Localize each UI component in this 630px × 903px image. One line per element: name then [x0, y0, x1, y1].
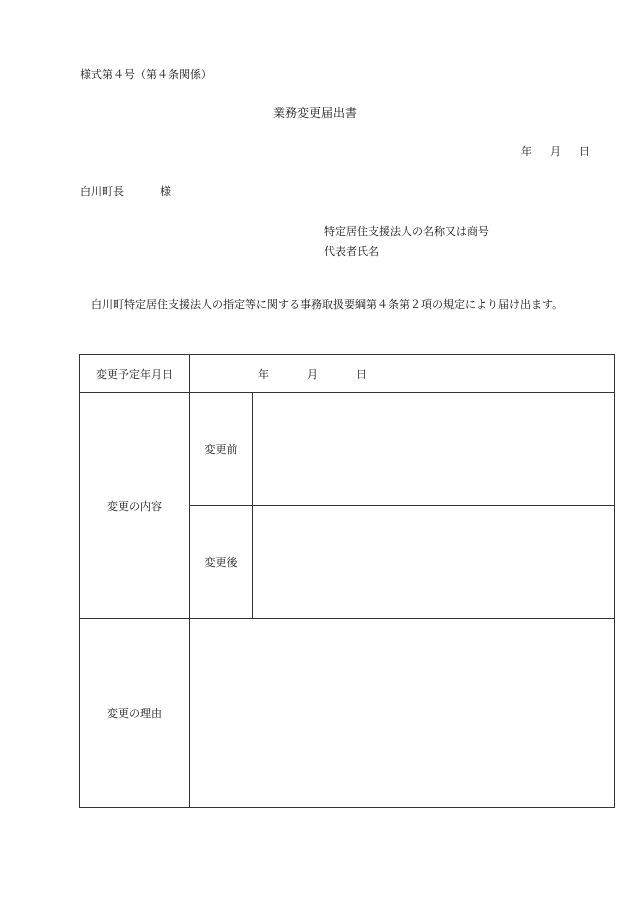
corporation-name-label: 特定居住支援法人の名称又は商号 [324, 225, 489, 238]
change-date-values [190, 366, 614, 382]
form-number: 様式第４号（第４条関係） [80, 68, 212, 81]
change-form-table [79, 354, 615, 808]
before-field[interactable] [253, 393, 615, 506]
applicant-block [324, 222, 489, 262]
before-label: 変更前 [190, 393, 253, 506]
date-year-label: 年 [521, 145, 532, 158]
after-label: 変更後 [190, 506, 253, 619]
addressee-honorific: 様 [160, 185, 171, 198]
after-field[interactable] [253, 506, 615, 619]
reason-field[interactable] [190, 619, 615, 808]
change-before-row [80, 393, 615, 506]
change-reason-row [80, 619, 615, 808]
body-text: 白川町特定居住支援法人の指定等に関する事務取扱要綱第４条第２項の規定により届け出ます。 [91, 298, 564, 311]
addressee-name: 白川町長 [80, 185, 124, 198]
document-title: 業務変更届出書 [272, 106, 357, 120]
date-day-label: 日 [579, 145, 590, 158]
reason-label: 変更の理由 [80, 619, 190, 808]
addressee [80, 183, 171, 199]
change-content-label: 変更の内容 [80, 393, 190, 619]
change-date-field[interactable] [190, 355, 615, 393]
change-date-label: 変更予定年月日 [80, 355, 190, 393]
change-month-label: 月 [307, 367, 318, 381]
submission-date [521, 143, 590, 159]
date-month-label: 月 [550, 145, 561, 158]
change-day-label: 日 [356, 367, 367, 381]
change-date-row [80, 355, 615, 393]
representative-name-label: 代表者氏名 [324, 245, 379, 258]
change-year-label: 年 [258, 367, 269, 381]
